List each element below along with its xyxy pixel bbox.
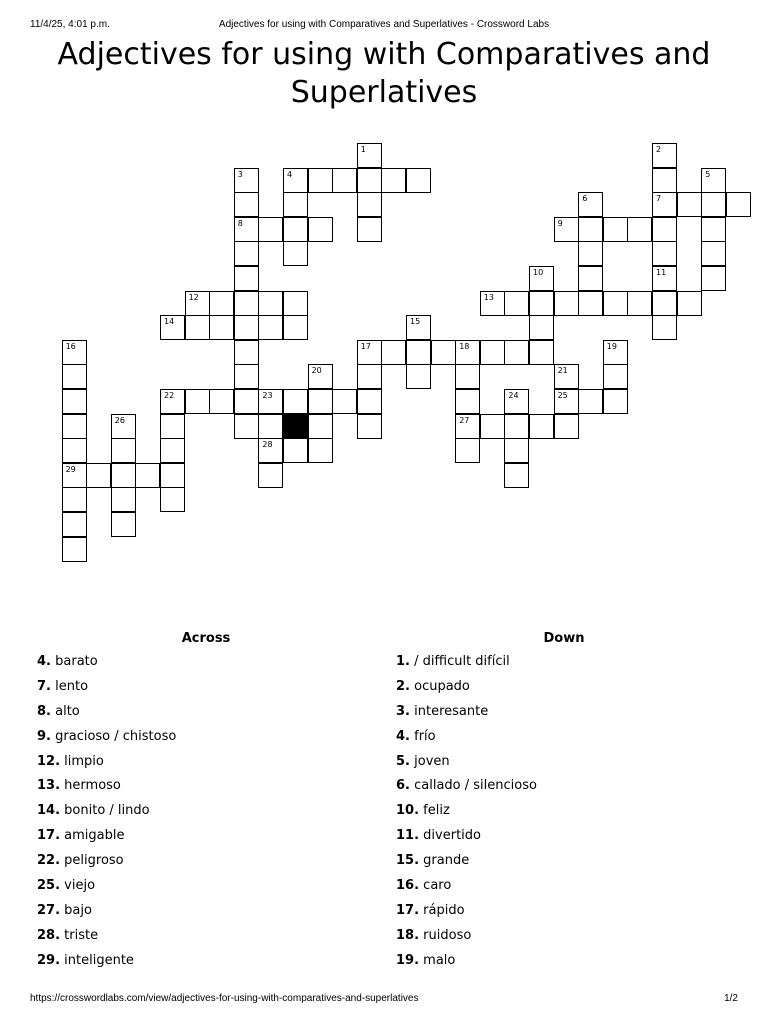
crossword-cell[interactable] [701, 241, 726, 266]
clue-number: 29. [37, 952, 61, 968]
clue-text: triste [64, 927, 99, 943]
crossword-cell[interactable] [480, 291, 505, 316]
crossword-cell[interactable] [283, 315, 308, 340]
clue-text: lento [55, 678, 89, 694]
clue-text: frío [414, 728, 436, 744]
crossword-cell[interactable] [504, 291, 529, 316]
crossword-cell[interactable] [62, 537, 87, 562]
clue-number: 10. [396, 803, 420, 819]
cell-number: 22 [164, 391, 175, 400]
clue-number: 25. [37, 878, 61, 894]
clue-item [37, 752, 176, 777]
clue-text: ocupado [414, 678, 470, 694]
crossword-cell[interactable] [135, 463, 160, 488]
clue-number: 8. [37, 703, 51, 719]
crossword-cell[interactable] [504, 414, 529, 439]
clue-number: 1. [396, 654, 410, 669]
clue-item [396, 951, 537, 976]
clue-number: 19. [396, 952, 420, 968]
clue-number: 12. [37, 753, 61, 769]
crossword-cell[interactable] [431, 340, 456, 365]
clue-text: interesante [414, 703, 489, 719]
clue-text: / difficult difícil [414, 654, 510, 669]
clue-number: 4. [37, 654, 51, 669]
crossword-cell[interactable] [357, 192, 382, 217]
clue-item [396, 926, 537, 951]
clue-number: 27. [37, 902, 61, 918]
cell-number: 29 [65, 464, 76, 474]
crossword-cell[interactable] [234, 315, 259, 340]
cell-number: 28 [262, 440, 273, 450]
crossword-cell[interactable] [283, 217, 308, 242]
crossword-cell[interactable] [726, 192, 751, 217]
crossword-cell[interactable] [332, 168, 357, 193]
clue-text: hermoso [64, 778, 121, 794]
crossword-cell[interactable] [627, 291, 652, 316]
crossword-cell[interactable] [258, 463, 283, 488]
crossword-cell[interactable] [234, 217, 259, 242]
crossword-cell[interactable] [652, 241, 677, 266]
clue-item [37, 652, 176, 677]
clue-item [396, 876, 537, 901]
crossword-cell[interactable] [160, 414, 185, 439]
clue-item [396, 652, 537, 677]
crossword-cell[interactable] [381, 340, 406, 365]
clue-number: 7. [37, 678, 51, 694]
clue-item [37, 951, 176, 976]
clue-item [37, 702, 176, 727]
crossword-cell[interactable] [308, 438, 333, 463]
crossword-cell[interactable] [554, 389, 579, 414]
clue-number: 4. [396, 728, 410, 744]
crossword-cell[interactable] [578, 266, 603, 291]
clue-number: 2. [396, 678, 410, 694]
clue-number: 9. [37, 728, 51, 744]
crossword-cell[interactable] [455, 389, 480, 414]
crossword-cell[interactable] [185, 389, 210, 414]
clue-item [396, 901, 537, 926]
crossword-cell[interactable] [234, 291, 259, 316]
clue-text: peligroso [64, 853, 124, 869]
crossword-cell[interactable] [603, 217, 628, 242]
crossword-cell[interactable] [578, 389, 603, 414]
crossword-cell[interactable] [504, 340, 529, 365]
clue-text: grande [423, 853, 470, 869]
clue-item [396, 776, 537, 801]
crossword-cell[interactable] [381, 168, 406, 193]
crossword-cell[interactable] [185, 315, 210, 340]
clue-item [396, 727, 537, 752]
clue-text: divertido [423, 828, 481, 844]
crossword-cell[interactable] [701, 192, 726, 217]
cell-number: 20 [311, 366, 322, 376]
clue-text: feliz [423, 803, 450, 819]
clue-text: joven [414, 753, 450, 769]
crossword-cell[interactable] [258, 438, 283, 463]
footer-url: https://crosswordlabs.com/view/adjectives-for-using-with-comparatives-and-superlatives [30, 993, 419, 1004]
clue-item [37, 727, 176, 752]
cell-number: 11 [656, 268, 667, 277]
cell-number: 5 [705, 169, 711, 179]
clue-number: 22. [37, 853, 61, 869]
title-line-2: Superlatives [290, 75, 478, 110]
crossword-cell[interactable] [652, 291, 677, 316]
clue-item [37, 801, 176, 826]
crossword-cell[interactable] [455, 414, 480, 439]
crossword-cell[interactable] [160, 315, 185, 340]
crossword-cell[interactable] [529, 315, 554, 340]
cell-number: 4 [287, 169, 293, 179]
crossword-cell[interactable] [258, 217, 283, 242]
clue-text: barato [55, 654, 98, 669]
cell-number: 13 [483, 292, 494, 302]
crossword-cell[interactable] [677, 291, 702, 316]
crossword-cell[interactable] [357, 364, 382, 389]
crossword-cell[interactable] [62, 463, 87, 488]
crossword-cell[interactable] [111, 487, 136, 512]
clue-item [37, 776, 176, 801]
crossword-cell[interactable] [677, 192, 702, 217]
crossword-cell[interactable] [652, 143, 677, 168]
crossword-cell[interactable] [627, 217, 652, 242]
cell-number: 12 [188, 292, 199, 302]
crossword-cell[interactable] [62, 340, 87, 365]
cell-number: 9 [557, 218, 563, 228]
clue-text: bajo [64, 902, 92, 918]
clue-number: 28. [37, 927, 61, 943]
cell-number: 1 [360, 145, 366, 154]
crossword-cell[interactable] [62, 438, 87, 463]
crossword-cell[interactable] [357, 143, 382, 168]
cell-number: 23 [262, 391, 273, 400]
crossword-cell[interactable] [283, 291, 308, 316]
crossword-cell[interactable] [234, 340, 259, 365]
crossword-cell[interactable] [209, 389, 234, 414]
clue-item [396, 826, 537, 851]
cell-number: 14 [164, 317, 175, 327]
crossword-cell[interactable] [160, 487, 185, 512]
clue-text: malo [423, 952, 456, 968]
clue-item [37, 826, 176, 851]
cell-number: 17 [360, 341, 371, 351]
crossword-cell[interactable] [308, 168, 333, 193]
cell-number: 6 [582, 194, 588, 204]
footer-page-number: 1/2 [724, 993, 738, 1004]
clue-number: 18. [396, 927, 420, 943]
cell-number: 19 [606, 341, 617, 351]
cell-number: 7 [656, 194, 662, 204]
crossword-cell[interactable] [578, 241, 603, 266]
crossword-cell[interactable] [603, 340, 628, 365]
crossword-cell[interactable] [283, 241, 308, 266]
crossword-cell[interactable] [652, 192, 677, 217]
crossword-cell[interactable] [504, 438, 529, 463]
crossword-cell[interactable] [308, 364, 333, 389]
clue-number: 5. [396, 753, 410, 769]
clue-number: 17. [396, 902, 420, 918]
crossword-cell[interactable] [258, 315, 283, 340]
crossword-cell[interactable] [357, 217, 382, 242]
crossword-block [283, 414, 308, 439]
clue-text: bonito / lindo [64, 803, 150, 819]
crossword-cell[interactable] [603, 389, 628, 414]
crossword-cell[interactable] [258, 414, 283, 439]
cell-number: 25 [557, 391, 568, 400]
clue-text: ruidoso [423, 927, 472, 943]
crossword-cell[interactable] [283, 438, 308, 463]
crossword-cell[interactable] [554, 414, 579, 439]
crossword-cell[interactable] [357, 414, 382, 439]
cell-number: 3 [237, 169, 243, 179]
crossword-cell[interactable] [111, 512, 136, 537]
crossword-cell[interactable] [62, 487, 87, 512]
cell-number: 26 [114, 415, 125, 425]
across-heading: Across [181, 631, 231, 646]
clue-item [37, 926, 176, 951]
clue-item [396, 801, 537, 826]
crossword-cell[interactable] [234, 192, 259, 217]
title-line-1: Adjectives for using with Comparatives and [57, 37, 711, 72]
clue-text: limpio [64, 753, 104, 769]
crossword-cell[interactable] [406, 340, 431, 365]
crossword-cell[interactable] [357, 168, 382, 193]
crossword-cell[interactable] [111, 463, 136, 488]
crossword-cell[interactable] [554, 217, 579, 242]
crossword-cell[interactable] [62, 512, 87, 537]
cell-number: 16 [65, 341, 76, 351]
crossword-cell[interactable] [406, 168, 431, 193]
crossword-cell[interactable] [234, 414, 259, 439]
crossword-cell[interactable] [111, 438, 136, 463]
crossword-cell[interactable] [258, 291, 283, 316]
clue-item [396, 702, 537, 727]
clue-item [396, 677, 537, 702]
print-datetime: 11/4/25, 4:01 p.m. [30, 19, 110, 30]
clue-item [396, 752, 537, 777]
crossword-cell[interactable] [209, 291, 234, 316]
cell-number: 21 [557, 366, 568, 376]
crossword-cell[interactable] [185, 291, 210, 316]
crossword-cell[interactable] [234, 389, 259, 414]
crossword-cell[interactable] [652, 217, 677, 242]
cell-number: 18 [459, 341, 470, 351]
crossword-cell[interactable] [554, 291, 579, 316]
clue-text: alto [55, 703, 80, 719]
down-heading: Down [543, 631, 585, 646]
crossword-cell[interactable] [308, 414, 333, 439]
crossword-cell[interactable] [332, 389, 357, 414]
crossword-cell[interactable] [455, 438, 480, 463]
crossword-cell[interactable] [701, 168, 726, 193]
crossword-cell[interactable] [554, 364, 579, 389]
clue-text: rápido [423, 902, 465, 918]
clue-text: inteligente [64, 952, 134, 968]
clue-number: 13. [37, 778, 61, 794]
crossword-cell[interactable] [111, 414, 136, 439]
crossword-cell[interactable] [357, 340, 382, 365]
crossword-cell[interactable] [234, 266, 259, 291]
crossword-cell[interactable] [701, 266, 726, 291]
across-clue-list [37, 652, 176, 976]
crossword-cell[interactable] [529, 414, 554, 439]
crossword-cell[interactable] [652, 168, 677, 193]
down-clue-list [396, 652, 537, 976]
cell-number: 27 [459, 415, 470, 425]
crossword-cell[interactable] [283, 192, 308, 217]
crossword-cell[interactable] [308, 389, 333, 414]
clue-text: caro [423, 878, 452, 894]
clue-number: 3. [396, 703, 410, 719]
crossword-cell[interactable] [234, 168, 259, 193]
cell-number: 10 [533, 268, 544, 277]
crossword-cell[interactable] [308, 217, 333, 242]
crossword-cell[interactable] [529, 266, 554, 291]
crossword-cell[interactable] [62, 389, 87, 414]
crossword-cell[interactable] [258, 389, 283, 414]
crossword-cell[interactable] [86, 463, 111, 488]
crossword-cell[interactable] [529, 291, 554, 316]
cell-number: 24 [508, 391, 519, 400]
crossword-cell[interactable] [504, 463, 529, 488]
cell-number: 2 [656, 145, 662, 154]
clue-number: 16. [396, 878, 420, 894]
crossword-cell[interactable] [480, 340, 505, 365]
crossword-cell[interactable] [406, 364, 431, 389]
crossword-cell[interactable] [603, 291, 628, 316]
crossword-cell[interactable] [209, 315, 234, 340]
clue-item [37, 851, 176, 876]
clue-item [37, 876, 176, 901]
clue-item [37, 677, 176, 702]
cell-number: 8 [237, 218, 243, 228]
crossword-cell[interactable] [652, 266, 677, 291]
crossword-cell[interactable] [480, 414, 505, 439]
print-page-title: Adjectives for using with Comparatives and Superlatives - Crossword Labs [218, 19, 550, 30]
clue-text: gracioso / chistoso [55, 728, 177, 744]
clue-item [396, 851, 537, 876]
crossword-cell[interactable] [160, 438, 185, 463]
crossword-cell[interactable] [504, 389, 529, 414]
clue-text: callado / silencioso [414, 778, 537, 794]
crossword-cell[interactable] [455, 364, 480, 389]
crossword-cell[interactable] [160, 389, 185, 414]
crossword-cell[interactable] [529, 340, 554, 365]
clue-number: 11. [396, 828, 420, 844]
crossword-cell[interactable] [455, 340, 480, 365]
crossword-cell[interactable] [62, 414, 87, 439]
crossword-cell[interactable] [652, 315, 677, 340]
crossword-cell[interactable] [701, 217, 726, 242]
crossword-cell[interactable] [357, 389, 382, 414]
crossword-cell[interactable] [234, 364, 259, 389]
clue-number: 14. [37, 803, 61, 819]
clue-number: 15. [396, 853, 420, 869]
crossword-cell[interactable] [578, 192, 603, 217]
clue-text: viejo [64, 878, 96, 894]
crossword-cell[interactable] [283, 389, 308, 414]
crossword-cell[interactable] [283, 168, 308, 193]
clue-text: amigable [64, 828, 125, 844]
crossword-cell[interactable] [234, 241, 259, 266]
crossword-cell[interactable] [578, 217, 603, 242]
clue-number: 6. [396, 778, 410, 794]
clue-item [37, 901, 176, 926]
cell-number: 15 [410, 317, 421, 327]
crossword-cell[interactable] [160, 463, 185, 488]
crossword-cell[interactable] [62, 364, 87, 389]
crossword-cell[interactable] [603, 364, 628, 389]
crossword-cell[interactable] [578, 291, 603, 316]
crossword-cell[interactable] [406, 315, 431, 340]
clue-number: 17. [37, 828, 61, 844]
